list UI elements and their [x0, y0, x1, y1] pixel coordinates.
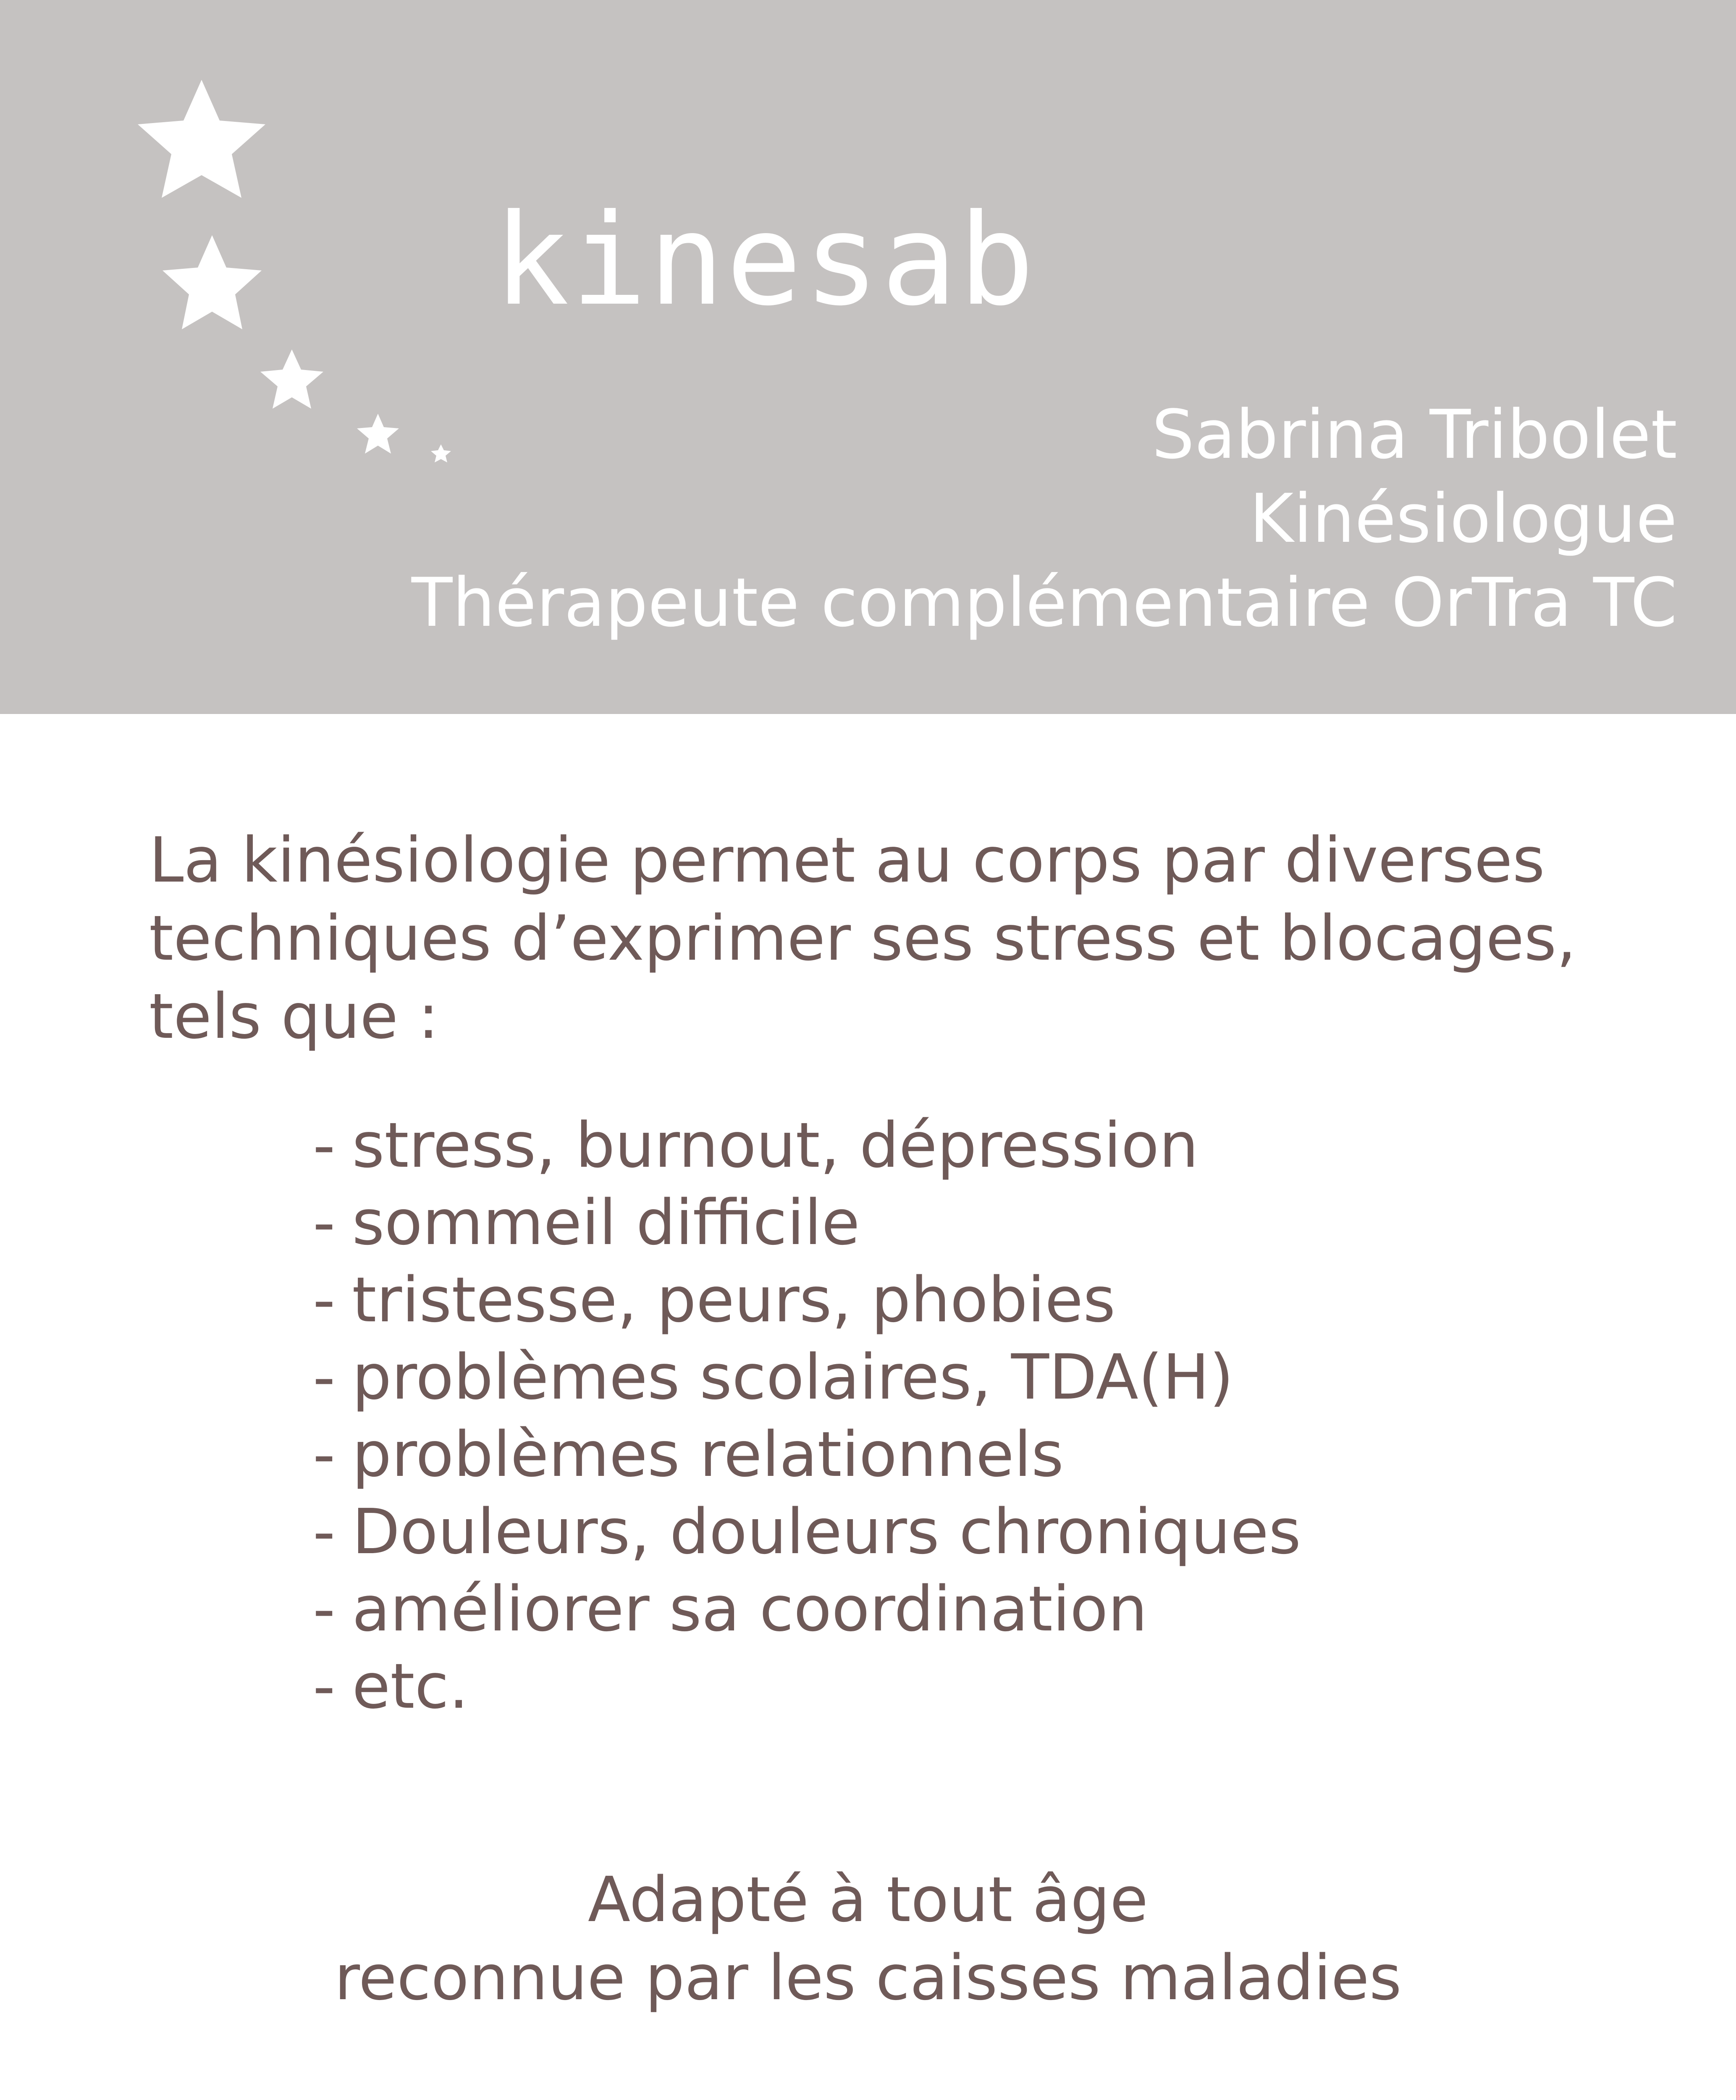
practitioner-name: Sabrina Tribolet — [1151, 395, 1677, 474]
list-item — [313, 1570, 1301, 1648]
list-item-text: Douleurs, douleurs chroniques — [352, 1496, 1301, 1568]
star-icon — [260, 349, 323, 409]
list-item-text: sommeil difficile — [352, 1186, 860, 1259]
list-item — [313, 1339, 1301, 1416]
list-item — [313, 1416, 1301, 1493]
list-item-text: etc. — [352, 1650, 469, 1722]
intro-line: techniques d’exprimer ses stress et blocages, — [149, 902, 1576, 974]
star-icon — [138, 80, 265, 198]
bullet-dash: - — [313, 1186, 336, 1259]
symptom-list — [313, 1107, 1301, 1725]
practitioner-role: Kinésiologue — [1249, 479, 1677, 558]
list-item — [313, 1107, 1301, 1184]
tagline-line-1: Adapté à tout âge — [587, 1864, 1149, 1936]
intro-paragraph — [149, 821, 1576, 1055]
header-banner — [0, 0, 1736, 714]
list-item-text: stress, burnout, dépression — [352, 1109, 1199, 1181]
list-item-text: tristesse, peurs, phobies — [352, 1264, 1116, 1336]
bullet-dash: - — [313, 1264, 336, 1336]
brand-logo: kinesab — [493, 187, 1036, 333]
practitioner-qualification: Thérapeute complémentaire OrTra TC — [411, 563, 1677, 642]
bullet-dash: - — [313, 1109, 336, 1181]
list-item — [313, 1648, 1301, 1725]
bullet-dash: - — [313, 1418, 336, 1491]
tagline-line-2: reconnue par les caisses maladies — [334, 1942, 1402, 2014]
star-icon — [163, 235, 262, 329]
list-item-text: problèmes scolaires, TDA(H) — [352, 1341, 1234, 1413]
list-item-text: améliorer sa coordination — [352, 1573, 1148, 1645]
bullet-dash: - — [313, 1573, 336, 1645]
bullet-dash: - — [313, 1341, 336, 1413]
practitioner-info — [412, 393, 1677, 645]
tagline — [0, 1861, 1736, 2017]
bullet-dash: - — [313, 1496, 336, 1568]
intro-line: La kinésiologie permet au corps par diverses — [149, 824, 1545, 896]
list-item-text: problèmes relationnels — [352, 1418, 1064, 1491]
list-item — [313, 1261, 1301, 1339]
star-icon — [357, 414, 399, 454]
intro-line: tels que : — [149, 980, 439, 1053]
bullet-dash: - — [313, 1650, 336, 1722]
list-item — [313, 1184, 1301, 1261]
list-item — [313, 1493, 1301, 1570]
